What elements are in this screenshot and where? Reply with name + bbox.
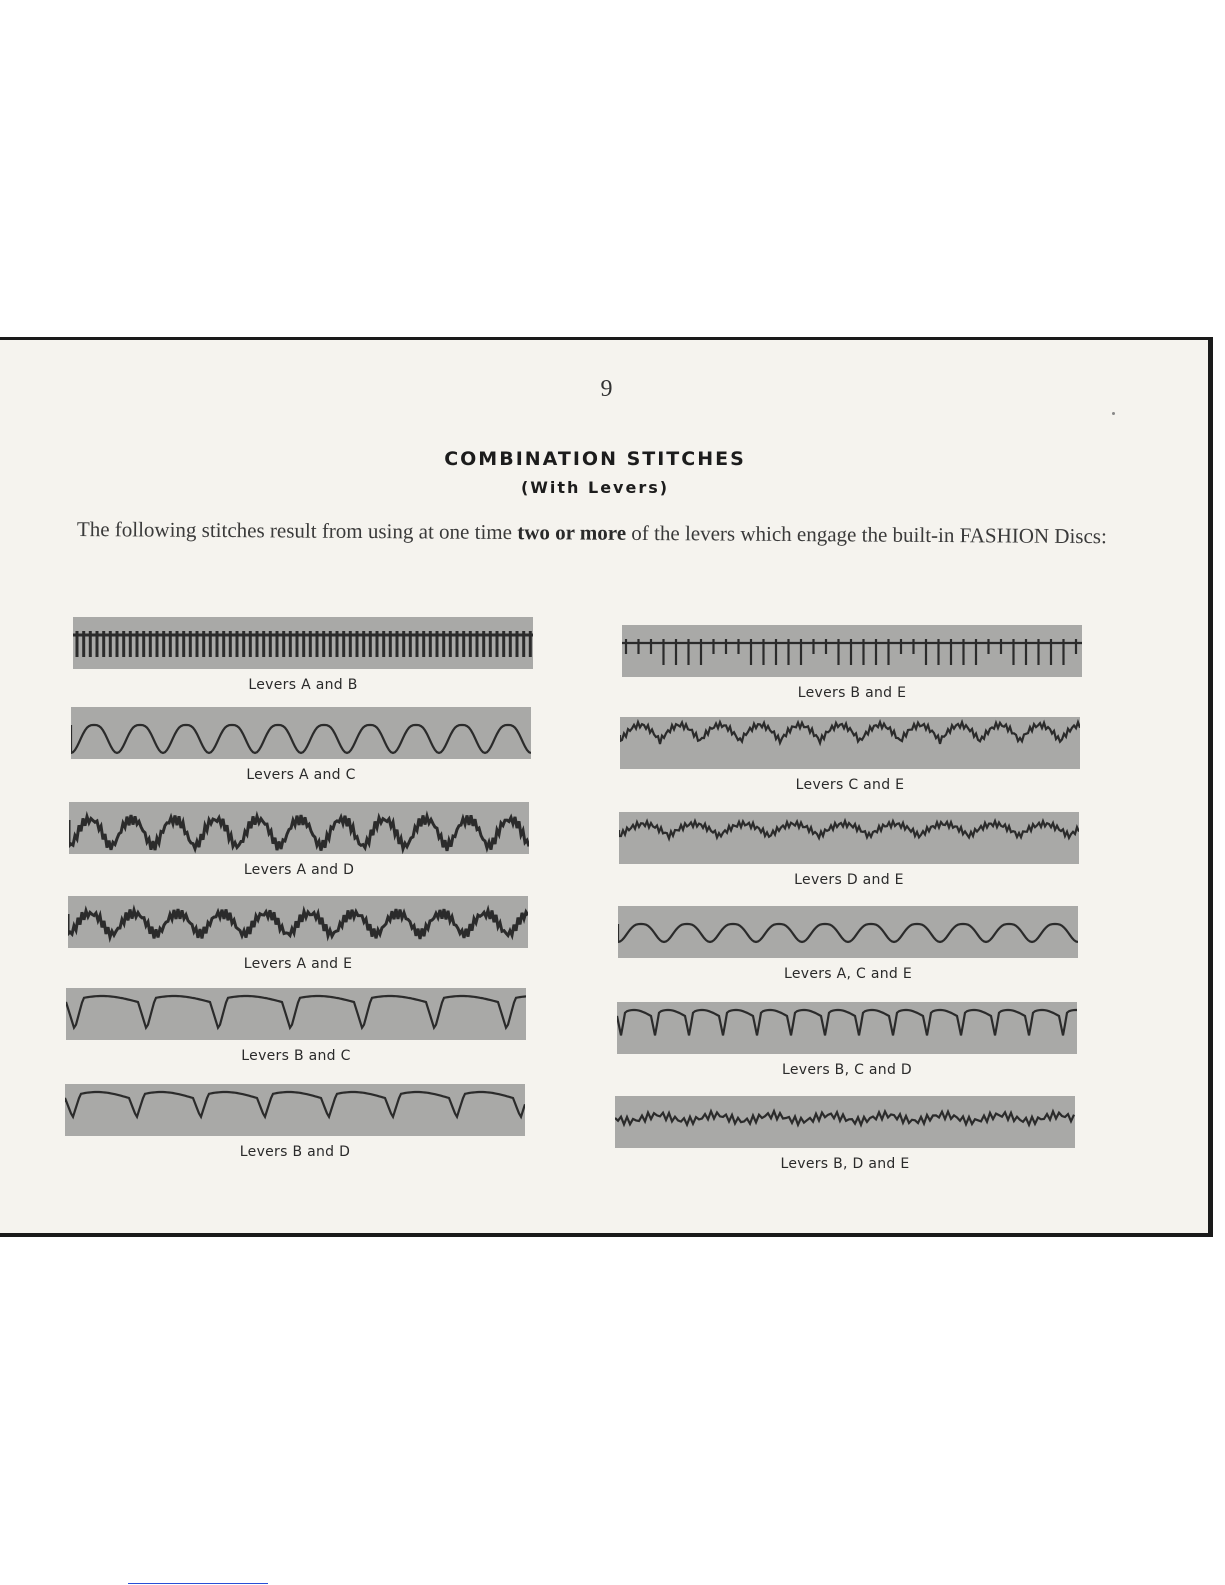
stitch-pattern-drawing	[66, 988, 526, 1040]
stitch-pattern-drawing	[69, 802, 529, 854]
stitch-strip-image	[69, 802, 529, 854]
stitch-sample-c-e	[620, 717, 1080, 793]
page-title: COMBINATION STITCHES	[444, 448, 746, 470]
stitch-pattern-drawing	[68, 896, 528, 948]
stitch-thread-path	[68, 909, 528, 939]
stitch-pattern-drawing	[619, 812, 1079, 864]
stitch-thread-path	[620, 722, 1080, 744]
stitch-pattern-drawing	[73, 617, 533, 669]
stitch-strip-image	[615, 1096, 1075, 1148]
stitch-caption: Levers C and E	[795, 777, 905, 793]
intro-emphasis: two or more	[517, 520, 627, 545]
stitch-strip-image	[622, 625, 1082, 677]
stitch-sample-a-c-e	[618, 906, 1078, 982]
stitch-strip-image	[618, 906, 1078, 958]
stitch-caption: Levers B and D	[239, 1144, 351, 1160]
stitch-sample-b-c	[66, 988, 526, 1064]
stitch-thread-path	[622, 639, 1082, 665]
stitch-caption: Levers B and E	[797, 685, 907, 701]
stitch-caption: Levers B and C	[241, 1048, 351, 1064]
stitch-sample-a-c	[71, 707, 531, 783]
stitch-sample-b-e	[622, 625, 1082, 701]
stitch-strip-image	[71, 707, 531, 759]
stitch-sample-b-d	[65, 1084, 525, 1160]
stitch-pattern-drawing	[620, 717, 1080, 769]
stitch-strip-image	[73, 617, 533, 669]
stitch-caption: Levers A and D	[243, 862, 355, 878]
stitch-thread-path	[65, 1092, 525, 1117]
stitch-sample-d-e	[619, 812, 1079, 888]
stitch-sample-b-c-d	[617, 1002, 1077, 1078]
stitch-pattern-drawing	[65, 1084, 525, 1136]
stitch-strip-image	[619, 812, 1079, 864]
intro-text-start: The following stitches result from using at one time	[76, 517, 518, 545]
stitch-caption: Levers A and B	[248, 677, 358, 693]
stitch-sample-a-b	[73, 617, 533, 693]
stitch-caption: Levers A and C	[246, 767, 356, 783]
stitch-thread-path	[617, 1010, 1077, 1035]
stitch-pattern-drawing	[618, 906, 1078, 958]
stitch-thread-path	[71, 725, 531, 753]
stitch-thread-path	[73, 631, 533, 657]
stitch-thread-path	[69, 815, 529, 851]
stitch-sample-b-d-e	[615, 1096, 1075, 1172]
stitch-pattern-drawing	[71, 707, 531, 759]
paper-speck	[1112, 412, 1115, 415]
stitch-strip-image	[620, 717, 1080, 769]
stitch-caption: Levers B, D and E	[780, 1156, 910, 1172]
stitch-strip-image	[65, 1084, 525, 1136]
stitch-thread-path	[615, 1111, 1074, 1125]
stitch-pattern-drawing	[615, 1096, 1075, 1148]
stitch-strip-image	[66, 988, 526, 1040]
stitch-caption: Levers D and E	[794, 872, 904, 888]
stitch-caption: Levers A and E	[243, 956, 353, 972]
intro-text-end: of the levers which engage the built-in FASHION Discs:	[626, 520, 1107, 549]
manual-page	[0, 337, 1213, 1237]
intro-paragraph	[77, 517, 1107, 548]
stitch-thread-path	[66, 996, 526, 1028]
stitch-thread-path	[618, 924, 1078, 942]
stitch-caption: Levers A, C and E	[783, 966, 912, 982]
stitch-pattern-drawing	[617, 1002, 1077, 1054]
stitch-strip-image	[68, 896, 528, 948]
stitch-caption: Levers B, C and D	[782, 1062, 912, 1078]
stitch-pattern-drawing	[622, 625, 1082, 677]
stitch-sample-a-e	[68, 896, 528, 972]
stitch-sample-a-d	[69, 802, 529, 878]
stitch-thread-path	[619, 821, 1079, 839]
footer-link-underline	[128, 1583, 268, 1584]
page-number: 9	[600, 376, 613, 402]
stitch-strip-image	[617, 1002, 1077, 1054]
page-subtitle: (With Levers)	[520, 478, 670, 497]
